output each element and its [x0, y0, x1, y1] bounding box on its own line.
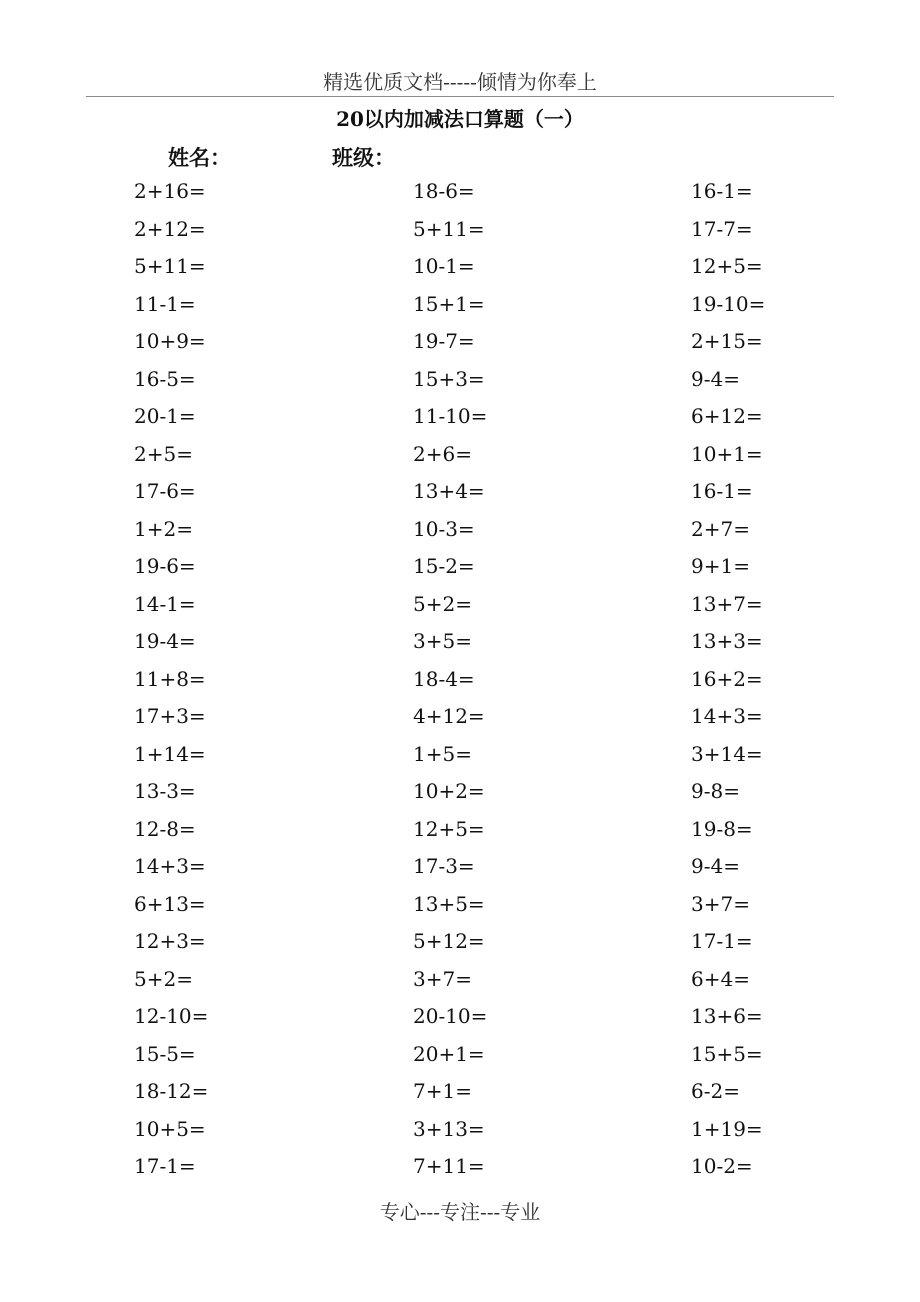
math-problem: 14-1= [134, 591, 196, 616]
math-problem: 13+5= [413, 891, 485, 916]
math-problem: 13+4= [413, 479, 485, 503]
math-problem: 17-3= [413, 854, 475, 878]
math-problem: 9-8= [691, 779, 740, 803]
math-problem: 12-10= [134, 1004, 209, 1028]
math-problem: 17-1= [134, 1154, 196, 1178]
class-field-label: 班级： [332, 145, 395, 170]
math-problem: 9+1= [691, 554, 750, 578]
math-problem: 7+11= [413, 1154, 485, 1178]
math-problem: 13-3= [134, 779, 196, 803]
math-problem: 12+5= [413, 816, 485, 841]
math-problem: 13+3= [691, 629, 763, 653]
problem-column-3 [691, 173, 911, 1186]
math-problem: 17+3= [134, 704, 206, 728]
math-problem: 9-4= [691, 854, 740, 878]
math-problem: 9-4= [691, 366, 740, 391]
math-problem: 2+15= [691, 329, 763, 353]
header-divider [86, 96, 834, 97]
math-problem: 6-2= [691, 1079, 740, 1103]
math-problem: 10-2= [691, 1154, 753, 1178]
math-problem: 11+8= [134, 666, 206, 691]
math-problem: 16+2= [691, 666, 763, 691]
math-problem: 7+1= [413, 1079, 472, 1103]
math-problem: 19-8= [691, 816, 753, 841]
math-problem: 3+13= [413, 1116, 485, 1141]
page-footer: 专心---专注---专业 [379, 1200, 541, 1224]
math-problem: 3+14= [691, 741, 763, 766]
math-problem: 3+7= [413, 966, 472, 991]
math-problem: 2+12= [134, 216, 206, 241]
math-problem: 1+5= [413, 741, 472, 766]
math-problem: 15+3= [413, 366, 485, 391]
name-field-label: 姓名： [168, 145, 231, 170]
math-problem: 6+4= [691, 966, 750, 991]
math-problem: 14+3= [134, 854, 206, 878]
math-problem: 12+5= [691, 254, 763, 278]
math-problem: 19-4= [134, 629, 196, 653]
math-problem: 2+16= [134, 179, 206, 203]
math-problem: 1+14= [134, 741, 206, 766]
math-problem: 3+7= [691, 891, 750, 916]
math-problem: 13+6= [691, 1004, 763, 1028]
math-problem: 13+7= [691, 591, 763, 616]
math-problem: 10+2= [413, 779, 485, 803]
worksheet-title: 20以内加减法口算题（一） [336, 107, 584, 131]
math-problem: 19-6= [134, 554, 196, 578]
math-problem: 16-5= [134, 366, 196, 391]
math-problem: 5+12= [413, 929, 485, 953]
math-problem: 20-1= [134, 404, 196, 428]
math-problem: 20+1= [413, 1041, 485, 1066]
math-problem: 17-7= [691, 216, 753, 241]
math-problem: 5+11= [134, 254, 206, 278]
math-problem: 5+2= [134, 966, 193, 991]
math-problem: 11-10= [413, 404, 488, 428]
math-problem: 2+7= [691, 516, 750, 541]
math-problem: 10-3= [413, 516, 475, 541]
math-problem: 10+9= [134, 329, 206, 353]
math-problem: 16-1= [691, 479, 753, 503]
math-problem: 18-6= [413, 179, 475, 203]
math-problem: 2+5= [134, 441, 193, 466]
math-problem: 2+6= [413, 441, 472, 466]
math-problem: 12-8= [134, 816, 196, 841]
math-problem: 10-1= [413, 254, 475, 278]
math-problem: 18-4= [413, 666, 475, 691]
problem-column-2 [413, 173, 633, 1186]
math-problem: 19-10= [691, 291, 766, 316]
math-problem: 14+3= [691, 704, 763, 728]
math-problem: 3+5= [413, 629, 472, 653]
math-problem: 1+19= [691, 1116, 763, 1141]
math-problem: 12+3= [134, 929, 206, 953]
math-problem: 4+12= [413, 704, 485, 728]
math-problem: 16-1= [691, 179, 753, 203]
math-problem: 15-5= [134, 1041, 196, 1066]
math-problem: 17-1= [691, 929, 753, 953]
math-problem: 20-10= [413, 1004, 488, 1028]
math-problem: 6+12= [691, 404, 763, 428]
math-problem: 11-1= [134, 291, 196, 316]
math-problem: 5+2= [413, 591, 472, 616]
math-problem: 10+1= [691, 441, 763, 466]
math-problem: 10+5= [134, 1116, 206, 1141]
math-problem: 18-12= [134, 1079, 209, 1103]
problem-column-1 [134, 173, 354, 1186]
math-problem: 15+1= [413, 291, 485, 316]
page-header: 精选优质文档-----倾情为你奉上 [323, 70, 597, 94]
math-problem: 15-2= [413, 554, 475, 578]
math-problem: 6+13= [134, 891, 206, 916]
math-problem: 5+11= [413, 216, 485, 241]
math-problem: 17-6= [134, 479, 196, 503]
math-problem: 15+5= [691, 1041, 763, 1066]
math-problem: 1+2= [134, 516, 193, 541]
math-problem: 19-7= [413, 329, 475, 353]
